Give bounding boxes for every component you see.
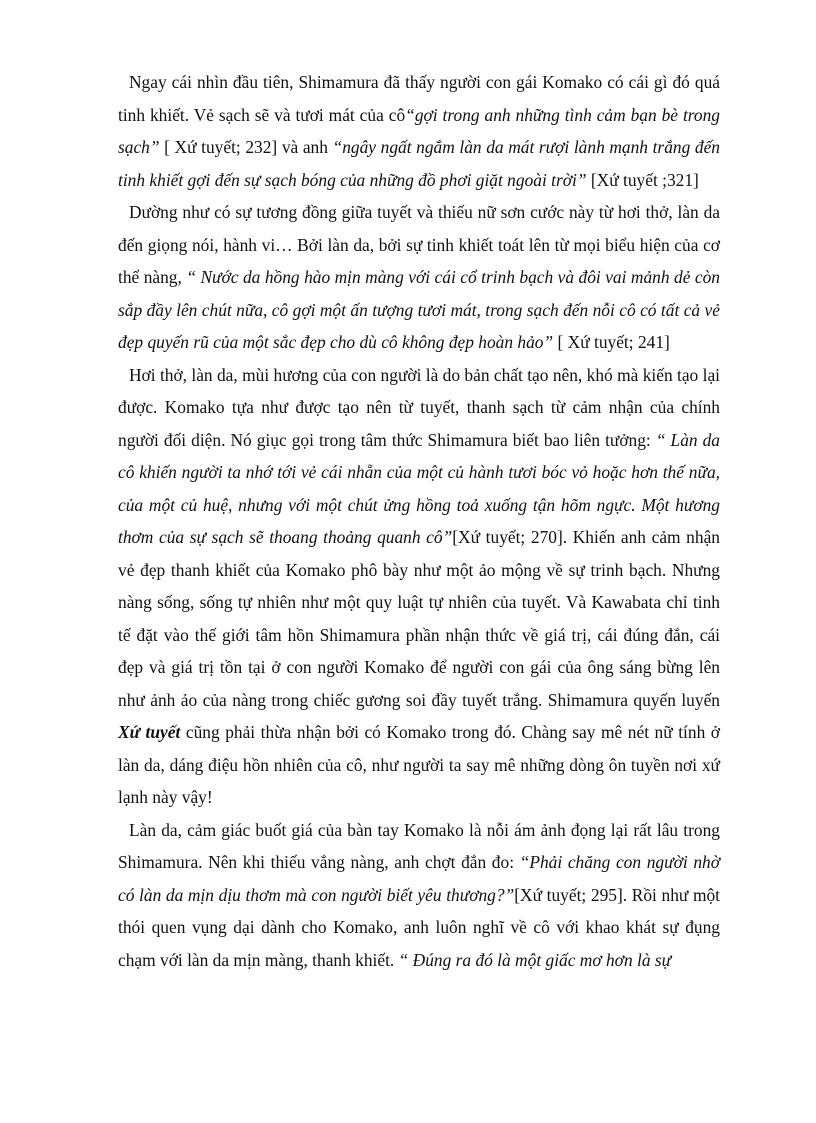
quote-segment: “ Nước da hồng hào mịn màng với cái cổ trinh bạch và đôi vai mảnh dẻ còn sắp đầy lên chút nữa, cô gợi một ấn tượng tươi mát, trong sạch đến nỗi cô có tất cả vẻ đẹp quyến rũ của một sắc đẹp cho dù cô không đẹp hoàn hảo” — [118, 267, 720, 352]
citation-segment: [ Xứ tuyết; 232] và anh — [159, 137, 333, 157]
text-segment: [Xứ tuyết; 295]. Rồi như một thói quen vụng dại dành cho Komako, anh luôn nghĩ về cô với khao khát sự đụng chạm với làn da mịn màng, thanh khiết. — [118, 884, 721, 970]
text-segment: Hơi thở, làn da, mùi hương của con người là do bản chất tạo nên, khó mà kiến tạo lại được. Komako tựa như được tạo nên từ tuyết, thanh sạch từ cảm nhận của chính người đối diện. Nó giục gọi trong tâm thức Shimamura biết bao liên tưởng: — [118, 364, 720, 450]
text-segment: Dường như có sự tương đồng giữa tuyết và thiếu nữ sơn cước này từ hơi thở, làn da đến giọng nói, hành vi… Bởi làn da, bởi sự tinh khiết toát lên từ mọi biểu hiện của cơ thể nàng, — [118, 202, 720, 287]
paragraph-3 — [118, 359, 720, 814]
quote-segment: “ Làn da cô khiến người ta nhớ tới vẻ cái nhẵn của một củ hành tươi bóc vỏ hoặc hơn thế nữa, của một củ huệ, nhưng với một chút ửng hồng toả xuống tận hõm ngực. Một hương thơm của sự sạch sẽ thoang thoảng quanh cô” — [118, 429, 721, 547]
quote-segment: “gợi trong anh những tình cảm bạn bè trong sạch” — [118, 104, 720, 157]
citation-segment: [Xứ tuyết ;321] — [586, 169, 699, 190]
paragraph-4 — [118, 814, 720, 977]
quote-segment: “ Đúng ra đó là một giấc mơ hơn là sự — [398, 949, 672, 970]
quote-segment: “Phải chăng con người nhờ có làn da mịn dịu thơm mà con người biết yêu thương?” — [118, 852, 720, 905]
text-segment: Làn da, cảm giác buốt giá của bàn tay Komako là nỗi ám ảnh đọng lại rất lâu trong Shimamura. Nên khi thiếu vắng nàng, anh chợt đắn đo: — [118, 819, 720, 872]
book-title: Xứ tuyết — [118, 722, 181, 742]
text-segment: [Xứ tuyết; 270]. Khiến anh cảm nhận vẻ đẹp thanh khiết của Komako phô bày như một ảo mộng về sự trinh bạch. Nhưng nàng sống, sống tự nhiên như một quy luật tự nhiên của tuyết. Và Kawabata chỉ tinh tế đặt vào thế giới tâm hồn Shimamura phần nhận thức về giá trị, cái đúng đắn, cái đẹp và giá trị tồn tại ở con người Komako để người con gái của ông sáng bừng lên như ảnh ảo của nàng trong chiếc gương soi đầy tuyết trắng. Shimamura quyến luyến — [118, 527, 720, 710]
paragraph-2 — [118, 196, 720, 359]
citation-segment: [ Xứ tuyết; 241] — [553, 332, 670, 352]
text-segment: Ngay cái nhìn đầu tiên, Shimamura đã thấy người con gái Komako có cái gì đó quá tinh khiết. Vẻ sạch sẽ và tươi mát của cô — [118, 72, 720, 125]
quote-segment: “ngây ngất ngắm làn da mát rượi lành mạnh trắng đến tinh khiết gợi đến sự sạch bóng của những đồ phơi giặt ngoài trời” — [118, 137, 720, 190]
text-segment: cũng phải thừa nhận bởi có Komako trong đó. Chàng say mê nét nữ tính ở làn da, dáng điệu hồn nhiên của cô, như người ta say mê những dòng ôn tuyền nơi xứ lạnh này vậy! — [118, 722, 720, 807]
paragraph-1 — [118, 66, 720, 196]
